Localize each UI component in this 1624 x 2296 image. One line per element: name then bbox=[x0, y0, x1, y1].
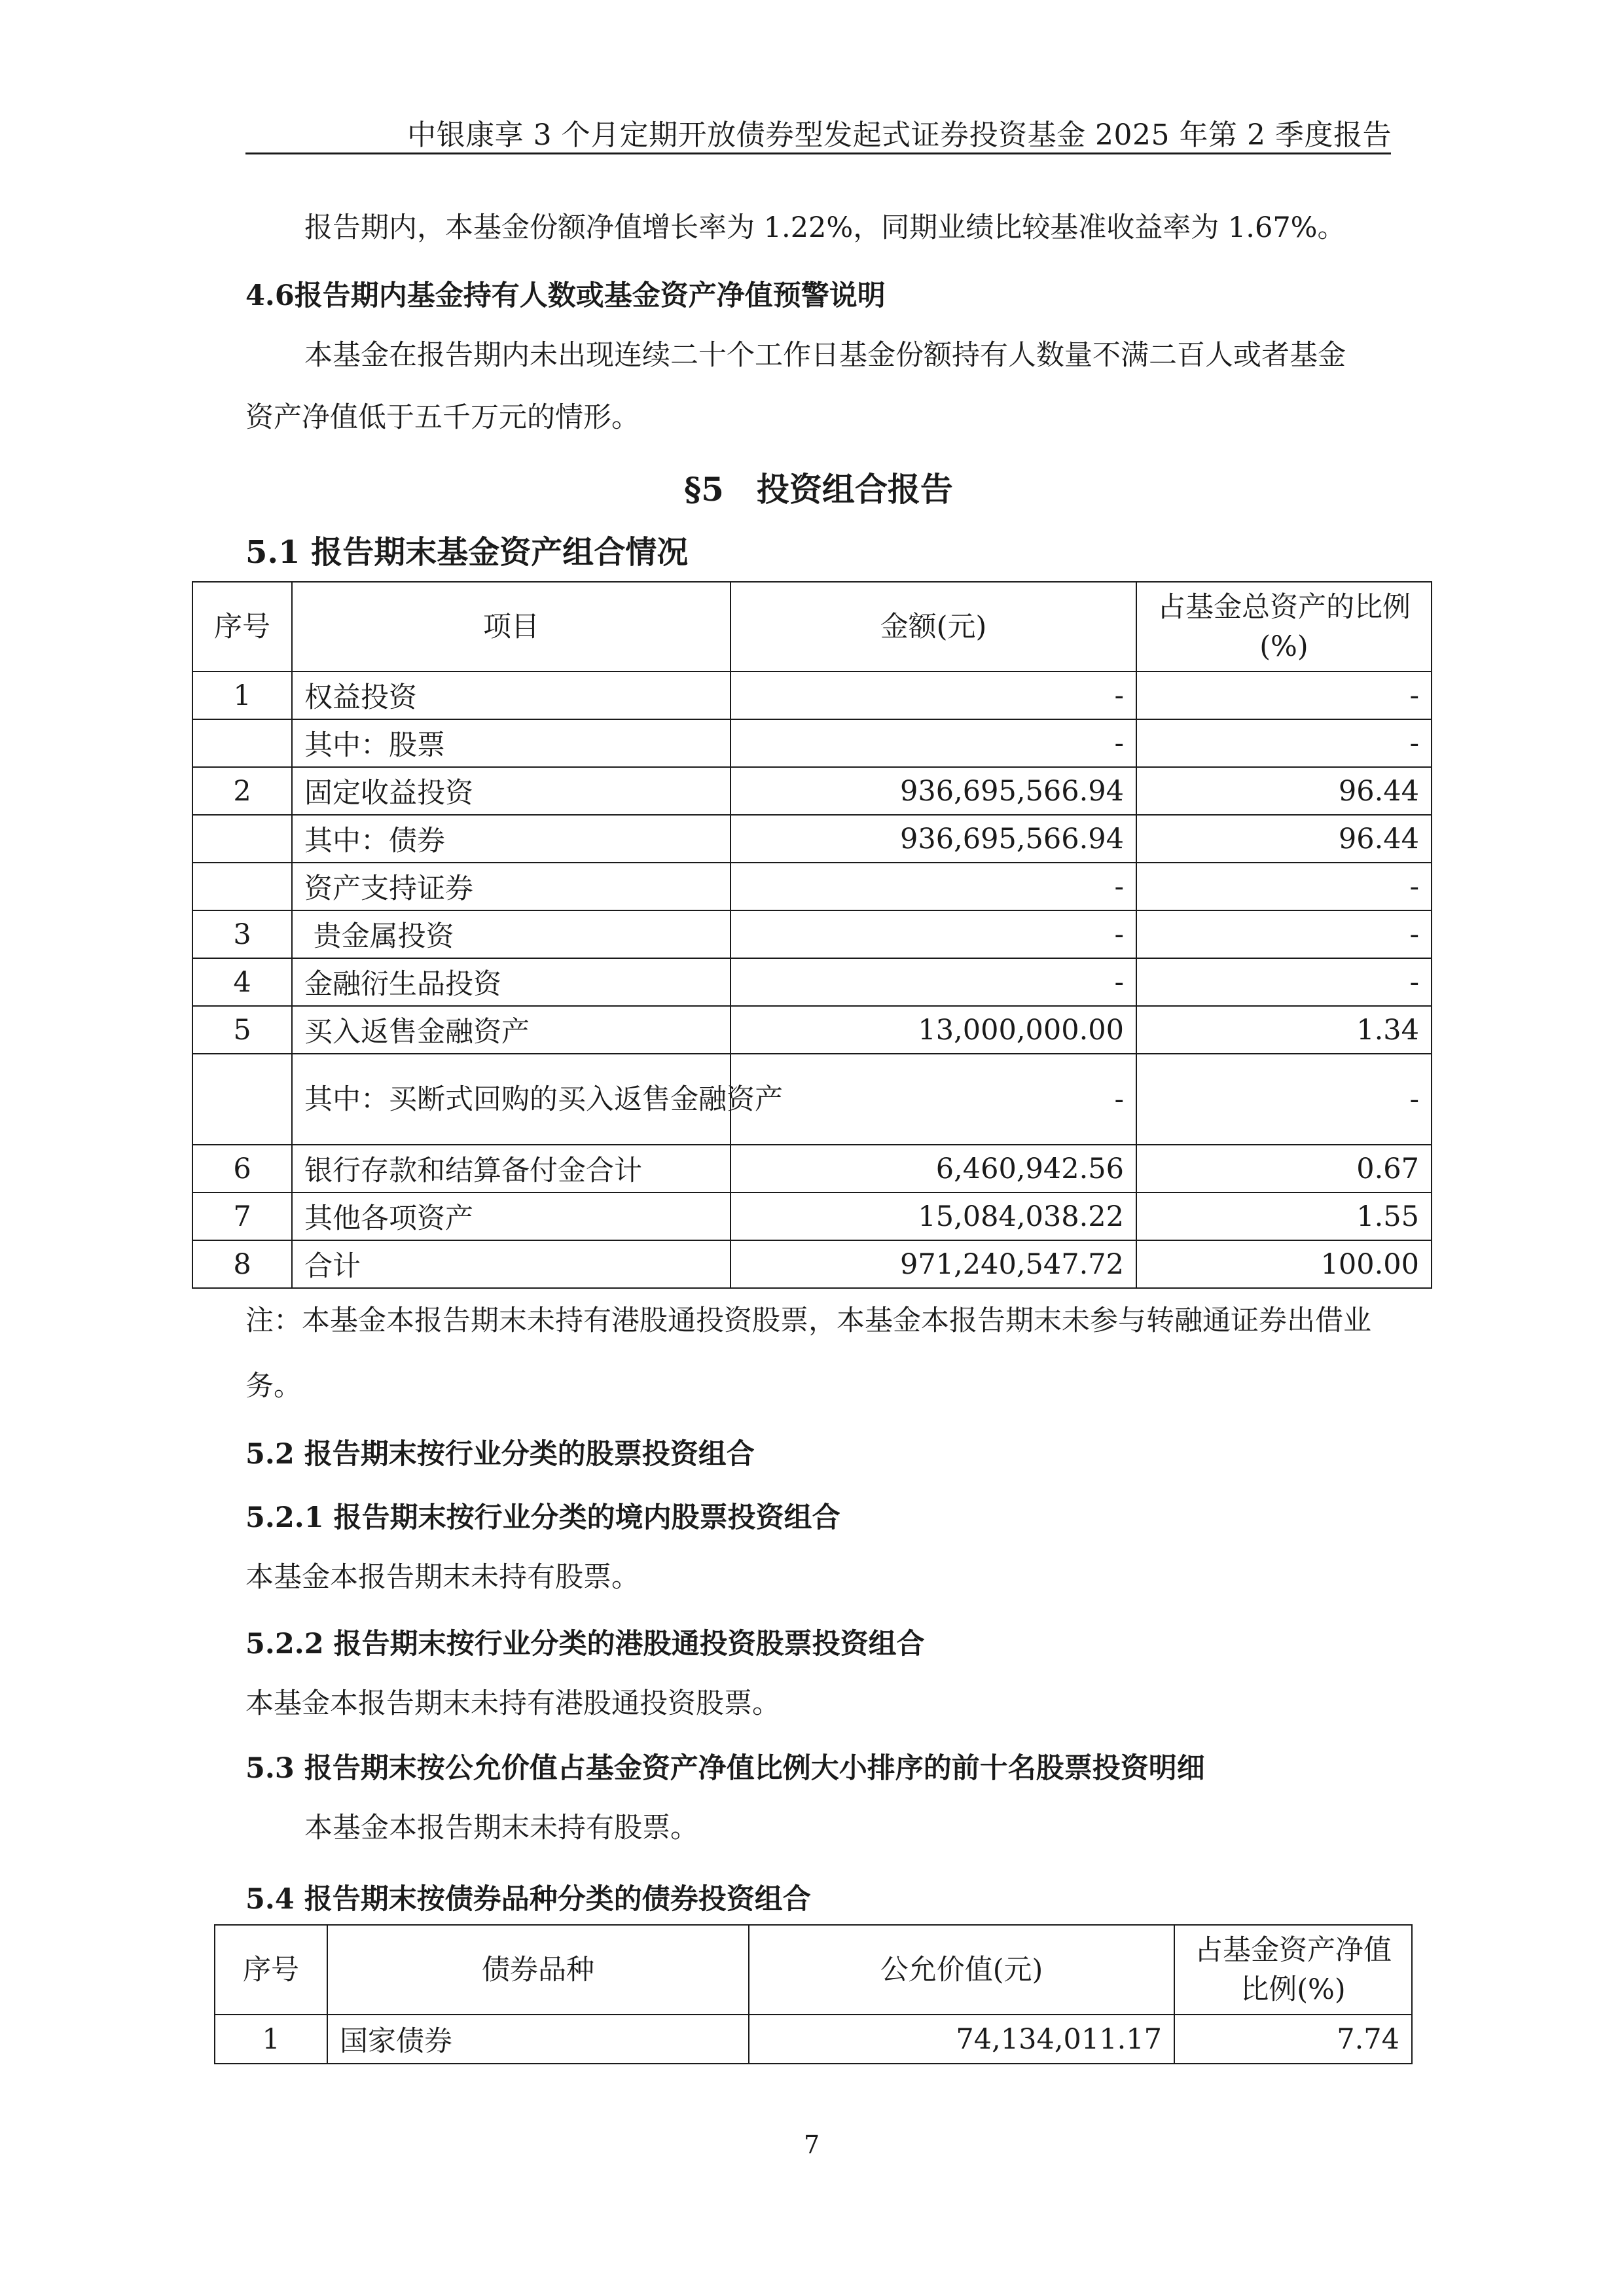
row-percentage: - bbox=[1136, 958, 1432, 1006]
row-amount: 936,695,566.94 bbox=[731, 815, 1136, 863]
table-row bbox=[192, 1240, 1432, 1288]
row-item: 其中：股票 bbox=[292, 719, 731, 767]
row-item: 其他各项资产 bbox=[292, 1193, 731, 1240]
section-4-6-heading: 4.6报告期内基金持有人数或基金资产净值预警说明 bbox=[245, 279, 886, 312]
table-row bbox=[192, 1145, 1432, 1193]
row-percentage: 0.67 bbox=[1136, 1145, 1432, 1193]
row-item: 其中：买断式回购的买入返售金融资产 bbox=[292, 1054, 731, 1145]
row-number bbox=[192, 719, 292, 767]
table-row bbox=[192, 1193, 1432, 1240]
table-row bbox=[192, 958, 1432, 1006]
table-row bbox=[192, 767, 1432, 815]
table-note-line2: 务。 bbox=[245, 1370, 302, 1403]
table-row bbox=[215, 2015, 1412, 2064]
table-row bbox=[192, 1054, 1432, 1145]
section-5-2-2-text: 本基金本报告期末未持有港股通投资股票。 bbox=[245, 1687, 780, 1720]
row-amount: - bbox=[731, 910, 1136, 958]
row-percentage: - bbox=[1136, 910, 1432, 958]
row-percentage: - bbox=[1136, 719, 1432, 767]
section-5-3-text: 本基金本报告期末未持有股票。 bbox=[304, 1812, 698, 1844]
section-4-6-text-line2: 资产净值低于五千万元的情形。 bbox=[245, 401, 640, 434]
row-percentage: 1.55 bbox=[1136, 1193, 1432, 1240]
table-note-line1: 注：本基金本报告期末未持有港股通投资股票，本基金本报告期末未参与转融通证券出借业 bbox=[245, 1304, 1371, 1337]
row-number: 8 bbox=[192, 1240, 292, 1288]
row-amount: - bbox=[731, 719, 1136, 767]
column-header: 公允价值(元) bbox=[749, 1925, 1174, 2015]
table-header-row bbox=[215, 1925, 1412, 2015]
row-item: 贵金属投资 bbox=[292, 910, 731, 958]
row-percentage: 1.34 bbox=[1136, 1006, 1432, 1054]
row-number: 3 bbox=[192, 910, 292, 958]
table-row bbox=[192, 863, 1432, 910]
row-item: 国家债券 bbox=[327, 2015, 749, 2064]
row-percentage: - bbox=[1136, 1054, 1432, 1145]
row-percentage: 96.44 bbox=[1136, 767, 1432, 815]
row-amount: 15,084,038.22 bbox=[731, 1193, 1136, 1240]
row-amount: - bbox=[731, 958, 1136, 1006]
section-5-title: §5 投资组合报告 bbox=[684, 470, 953, 509]
row-item: 银行存款和结算备付金合计 bbox=[292, 1145, 731, 1193]
row-item: 合计 bbox=[292, 1240, 731, 1288]
column-header: 债券品种 bbox=[327, 1925, 749, 2015]
row-fair-value: 74,134,011.17 bbox=[749, 2015, 1174, 2064]
row-percentage: - bbox=[1136, 672, 1432, 719]
row-percentage: 100.00 bbox=[1136, 1240, 1432, 1288]
row-number: 1 bbox=[215, 2015, 327, 2064]
row-amount: - bbox=[731, 672, 1136, 719]
row-number bbox=[192, 1054, 292, 1145]
header-divider bbox=[245, 152, 1391, 154]
row-number: 1 bbox=[192, 672, 292, 719]
page-number: 7 bbox=[804, 2130, 820, 2159]
row-amount: 971,240,547.72 bbox=[731, 1240, 1136, 1288]
row-percentage: 7.74 bbox=[1174, 2015, 1412, 2064]
row-number bbox=[192, 863, 292, 910]
section-5-2-1-heading: 5.2.1 报告期末按行业分类的境内股票投资组合 bbox=[245, 1501, 840, 1534]
row-number: 7 bbox=[192, 1193, 292, 1240]
section-5-2-2-heading: 5.2.2 报告期末按行业分类的港股通投资股票投资组合 bbox=[245, 1628, 925, 1660]
table-row bbox=[192, 719, 1432, 767]
row-number: 5 bbox=[192, 1006, 292, 1054]
section-5-4-heading: 5.4 报告期末按债券品种分类的债券投资组合 bbox=[245, 1883, 811, 1916]
row-item: 权益投资 bbox=[292, 672, 731, 719]
row-number: 6 bbox=[192, 1145, 292, 1193]
section-5-2-heading: 5.2 报告期末按行业分类的股票投资组合 bbox=[245, 1438, 755, 1471]
row-item: 其中：债券 bbox=[292, 815, 731, 863]
row-item: 资产支持证券 bbox=[292, 863, 731, 910]
table-row bbox=[192, 910, 1432, 958]
row-percentage: - bbox=[1136, 863, 1432, 910]
row-amount: 13,000,000.00 bbox=[731, 1006, 1136, 1054]
row-number: 2 bbox=[192, 767, 292, 815]
column-header: 金额(元) bbox=[731, 582, 1136, 672]
section-5-2-1-text: 本基金本报告期末未持有股票。 bbox=[245, 1561, 640, 1594]
section-5-3-heading: 5.3 报告期末按公允价值占基金资产净值比例大小排序的前十名股票投资明细 bbox=[245, 1752, 1205, 1785]
row-number bbox=[192, 815, 292, 863]
section-5-1-title: 5.1 报告期末基金资产组合情况 bbox=[245, 534, 689, 571]
row-percentage: 96.44 bbox=[1136, 815, 1432, 863]
table-row bbox=[192, 1006, 1432, 1054]
row-amount: - bbox=[731, 1054, 1136, 1145]
row-item: 固定收益投资 bbox=[292, 767, 731, 815]
row-amount: 6,460,942.56 bbox=[731, 1145, 1136, 1193]
column-header: 占基金总资产的比例(%) bbox=[1136, 582, 1432, 672]
column-header: 序号 bbox=[215, 1925, 327, 2015]
column-header: 序号 bbox=[192, 582, 292, 672]
row-amount: 936,695,566.94 bbox=[731, 767, 1136, 815]
row-item: 金融衍生品投资 bbox=[292, 958, 731, 1006]
table-row bbox=[192, 815, 1432, 863]
row-number: 4 bbox=[192, 958, 292, 1006]
column-header: 占基金资产净值比例(%) bbox=[1174, 1925, 1412, 2015]
section-4-6-text-line1: 本基金在报告期内未出现连续二十个工作日基金份额持有人数量不满二百人或者基金 bbox=[304, 339, 1346, 372]
asset-allocation-table bbox=[192, 581, 1432, 1289]
column-header: 项目 bbox=[292, 582, 731, 672]
report-header-title: 中银康享 3 个月定期开放债券型发起式证券投资基金 2025 年第 2 季度报告 bbox=[407, 118, 1392, 152]
bond-portfolio-table bbox=[214, 1924, 1413, 2064]
nav-growth-paragraph: 报告期内，本基金份额净值增长率为 1.22%，同期业绩比较基准收益率为 1.67%。 bbox=[304, 211, 1346, 244]
row-item: 买入返售金融资产 bbox=[292, 1006, 731, 1054]
table-row bbox=[192, 672, 1432, 719]
table-header-row bbox=[192, 582, 1432, 672]
row-amount: - bbox=[731, 863, 1136, 910]
